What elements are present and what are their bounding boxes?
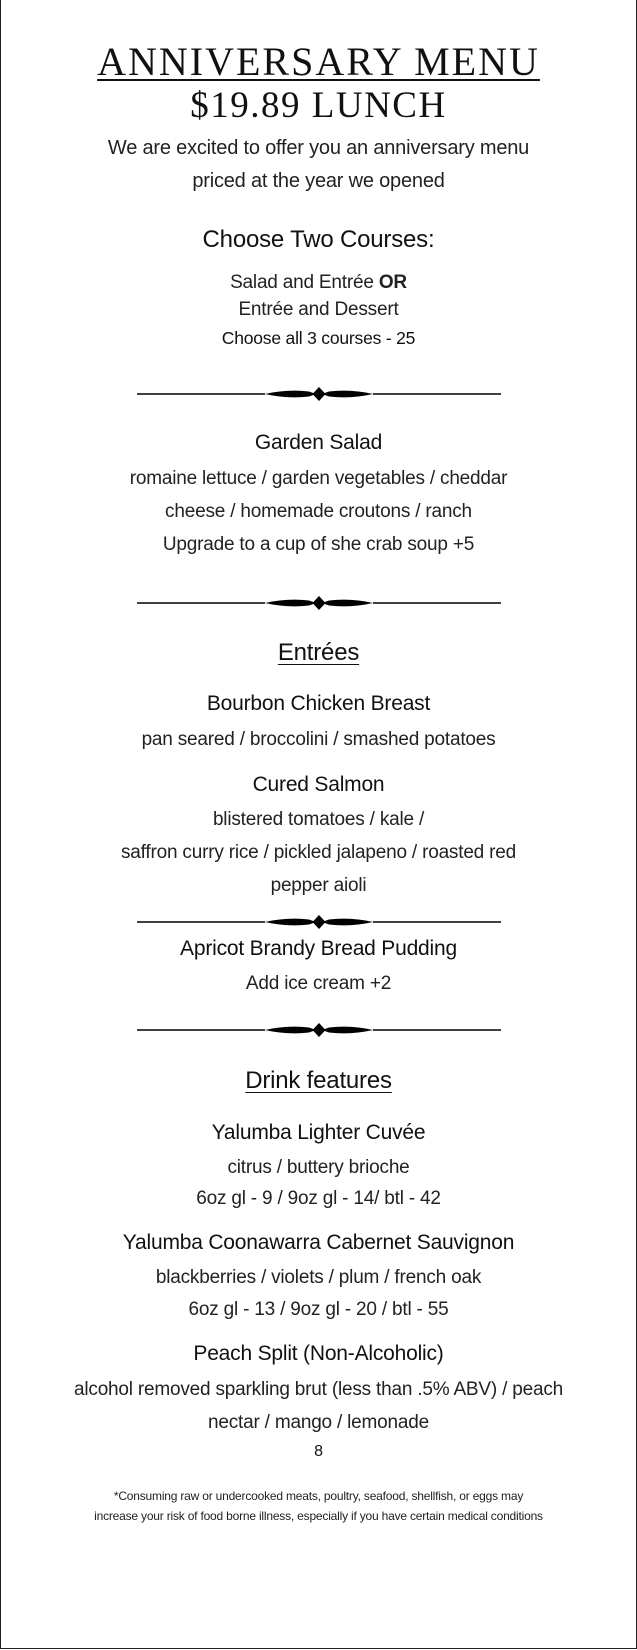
menu-subtitle: $19.89 LUNCH	[190, 85, 447, 126]
page-number: 8	[314, 1443, 323, 1460]
entrees-heading: Entrées	[277, 639, 360, 666]
flourish-divider-icon	[1, 594, 636, 612]
course-option-2: Entrée and Dessert	[238, 299, 399, 320]
all-courses-price: Choose all 3 courses - 25	[221, 328, 416, 348]
food-safety-note-line-1: *Consuming raw or undercooked meats, poultry, seafood, shellfish, or eggs may	[113, 1489, 524, 1503]
drink-desc: alcohol removed sparkling brut (less than .5% ABV) / peach	[74, 1379, 563, 1400]
entree-name: Bourbon Chicken Breast	[206, 692, 431, 715]
intro-line-2: priced at the year we opened	[192, 170, 445, 192]
salad-desc-line-1: romaine lettuce / garden vegetables / cheddar	[129, 468, 508, 489]
entree-desc: pepper aioli	[270, 875, 367, 896]
drink-desc: nectar / mango / lemonade	[207, 1412, 430, 1433]
salad-upgrade: Upgrade to a cup of she crab soup +5	[162, 534, 475, 555]
salad-desc-line-2: cheese / homemade croutons / ranch	[165, 501, 472, 522]
salad-name: Garden Salad	[254, 431, 383, 454]
dessert-addon: Add ice cream +2	[245, 973, 392, 994]
flourish-divider-icon	[1, 1021, 636, 1039]
entree-name: Cured Salmon	[252, 773, 385, 796]
course-option-or: OR	[378, 272, 407, 293]
drink-desc: blackberries / violets / plum / french oak	[155, 1267, 482, 1288]
drink-price: 6oz gl - 13 / 9oz gl - 20 / btl - 55	[188, 1299, 449, 1320]
drink-price: 6oz gl - 9 / 9oz gl - 14/ btl - 42	[196, 1188, 441, 1209]
entree-desc: blistered tomatoes / kale /	[212, 809, 425, 830]
courses-heading: Choose Two Courses:	[202, 226, 435, 253]
entree-desc: saffron curry rice / pickled jalapeno / roasted red	[121, 842, 516, 863]
food-safety-note-line-2: increase your risk of food borne illness, especially if you have certain medical conditions	[94, 1509, 543, 1523]
drink-name: Peach Split (Non-Alcoholic)	[193, 1342, 444, 1365]
drink-name: Yalumba Coonawarra Cabernet Sauvignon	[122, 1231, 515, 1254]
drink-name: Yalumba Lighter Cuvée	[211, 1121, 426, 1144]
flourish-divider-icon	[1, 385, 636, 403]
drinks-heading: Drink features	[245, 1067, 392, 1094]
menu-title: ANNIVERSARY MENU	[97, 39, 540, 84]
intro-line-1: We are excited to offer you an anniversary menu	[107, 137, 530, 159]
dessert-name: Apricot Brandy Bread Pudding	[180, 937, 457, 960]
drink-desc: citrus / buttery brioche	[227, 1157, 410, 1178]
course-option-1	[1, 271, 636, 295]
flourish-divider-icon	[1, 913, 636, 931]
course-option-1-text: Salad and Entrée	[230, 272, 374, 293]
entree-desc: pan seared / broccolini / smashed potatoes	[141, 729, 496, 750]
